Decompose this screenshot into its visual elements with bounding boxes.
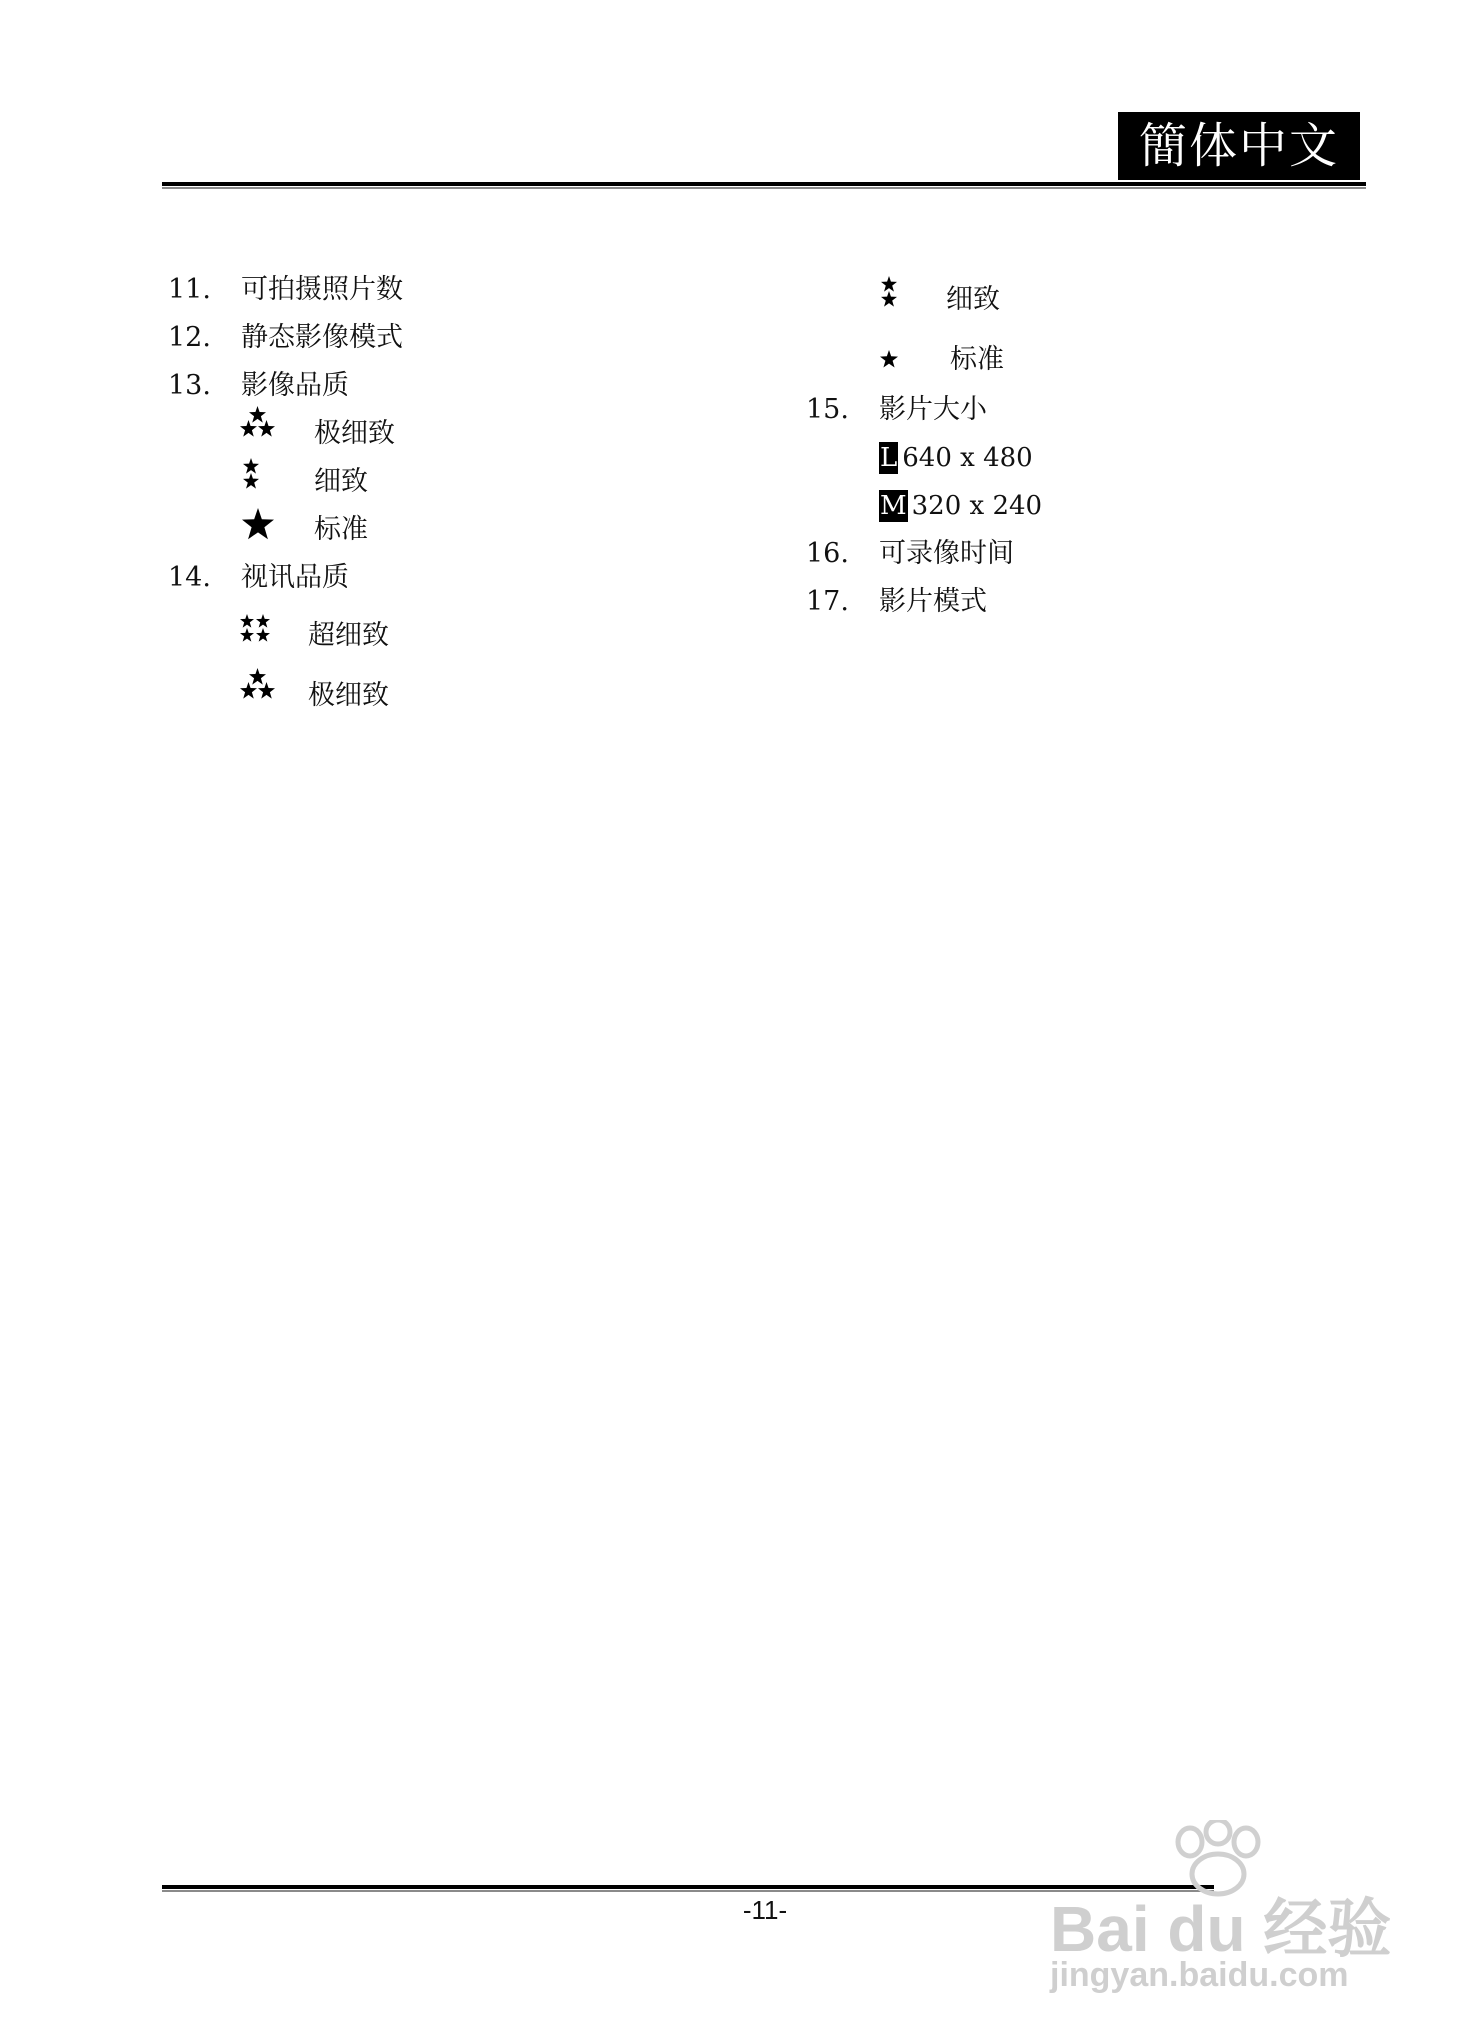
movie-size-row bbox=[879, 488, 1042, 524]
option-label: 细致 bbox=[314, 466, 368, 497]
item-label: 可录像时间 bbox=[879, 538, 1014, 569]
item-number: 11. bbox=[168, 274, 211, 305]
option-label: 超细致 bbox=[308, 620, 389, 651]
baidu-watermark bbox=[1030, 1820, 1450, 2020]
two-stars-stacked-icon bbox=[242, 458, 262, 490]
two-stars-stacked-icon bbox=[880, 276, 900, 308]
three-stars-icon bbox=[240, 406, 276, 438]
watermark-url: jingyan.baidu.com bbox=[1050, 1956, 1349, 1994]
three-stars-icon bbox=[240, 668, 276, 700]
item-label: 影像品质 bbox=[241, 370, 349, 401]
item-label: 可拍摄照片数 bbox=[241, 274, 403, 305]
item-label: 影片大小 bbox=[879, 394, 987, 425]
size-tag-m: M bbox=[880, 491, 907, 521]
watermark-brand: Bai du 经验 bbox=[1050, 1893, 1392, 1965]
header-rule-shadow bbox=[162, 187, 1366, 189]
single-star-icon bbox=[242, 508, 274, 540]
item-number: 14. bbox=[168, 562, 211, 593]
option-label: 标准 bbox=[314, 514, 368, 545]
option-label: 极细致 bbox=[308, 680, 389, 711]
option-label: 标准 bbox=[950, 344, 1004, 375]
page-number: -11- bbox=[742, 1895, 788, 1925]
item-number: 16. bbox=[806, 538, 849, 569]
option-label: 细致 bbox=[946, 284, 1000, 315]
item-number: 13. bbox=[168, 370, 211, 401]
item-label: 视讯品质 bbox=[241, 562, 349, 593]
size-tag-l: L bbox=[880, 443, 898, 473]
item-label: 影片模式 bbox=[879, 586, 987, 617]
option-label: 极细致 bbox=[314, 418, 395, 449]
movie-size-row bbox=[879, 440, 1033, 476]
size-value: 320 x 240 bbox=[911, 491, 1043, 521]
header-rule bbox=[162, 182, 1366, 186]
item-number: 12. bbox=[168, 322, 211, 353]
small-star-icon bbox=[880, 350, 898, 368]
four-stars-icon bbox=[240, 614, 272, 642]
item-number: 15. bbox=[806, 394, 849, 425]
size-value: 640 x 480 bbox=[902, 443, 1033, 473]
language-badge: 簡体中文 bbox=[1118, 112, 1360, 180]
item-number: 17. bbox=[806, 586, 849, 617]
item-label: 静态影像模式 bbox=[241, 322, 403, 353]
